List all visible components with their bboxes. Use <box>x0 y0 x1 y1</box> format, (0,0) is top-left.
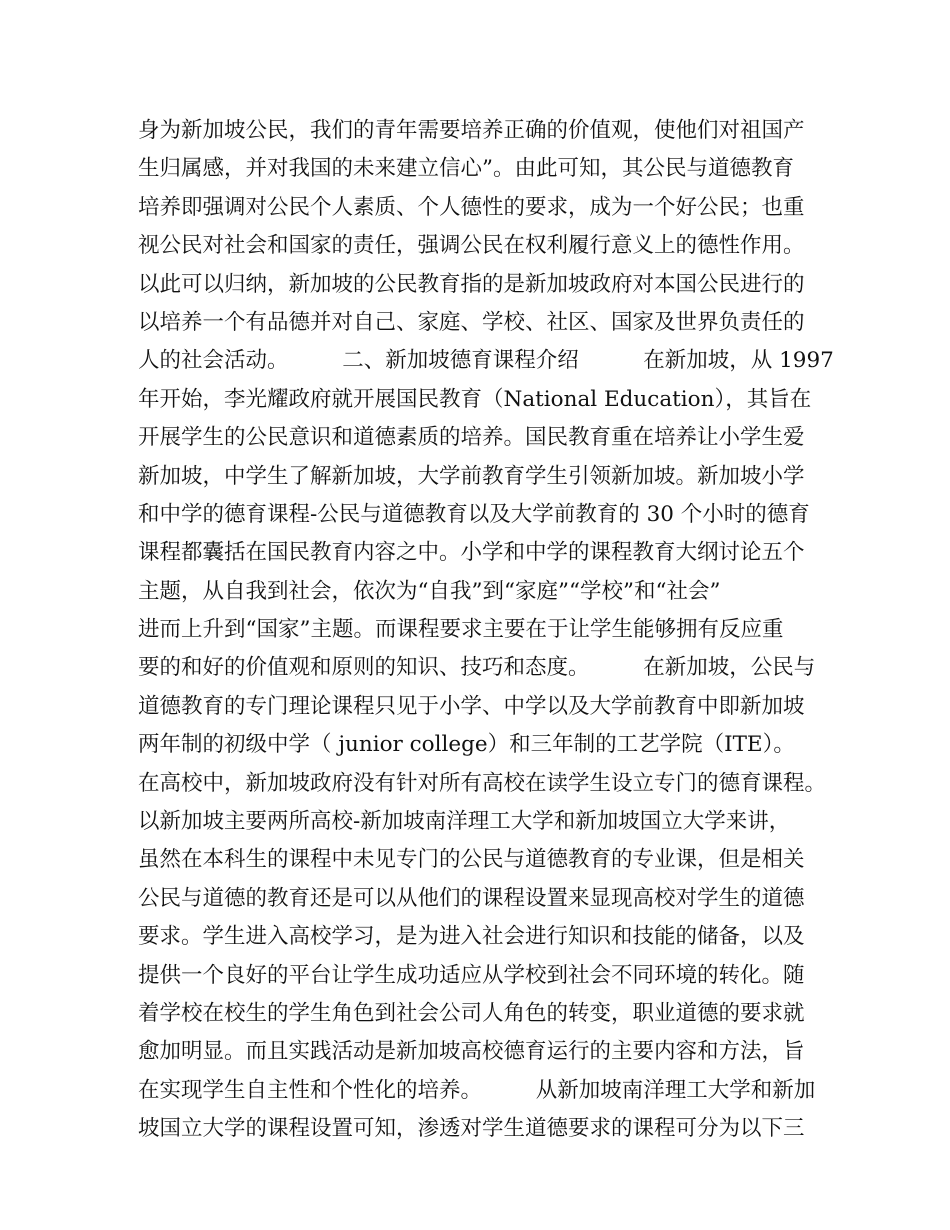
text-line: 要求。学生进入高校学习，是为进入社会进行知识和技能的储备，以及 <box>138 924 805 950</box>
text-line: 生归属感，并对我国的未来建立信心”。由此可知，其公民与道德教育 <box>138 156 794 182</box>
text-line: 以培养一个有品德并对自己、家庭、学校、社区、国家及世界负责任的 <box>138 309 805 335</box>
text-line: 愈加明显。而且实践活动是新加坡高校德育运行的主要内容和方法，旨 <box>138 1039 805 1065</box>
text-line: 以新加坡主要两所高校-新加坡南洋理工大学和新加坡国立大学来讲， <box>138 809 791 835</box>
text-line: 人的社会活动。 二、新加坡德育课程介绍 在新加坡，从 1997 <box>138 348 834 374</box>
text-line: 课程都囊括在国民教育内容之中。小学和中学的课程教育大纲讨论五个 <box>138 540 805 566</box>
text-line: 身为新加坡公民，我们的青年需要培养正确的价值观，使他们对祖国产 <box>138 118 805 143</box>
text-line: 年开始，李光耀政府就开展国民教育（National Education），其旨在 <box>138 386 812 412</box>
text-line: 道德教育的专门理论课程只见于小学、中学以及大学前教育中即新加坡 <box>138 693 805 719</box>
text-line: 在高校中，新加坡政府没有针对所有高校在读学生设立专门的德育课程。 <box>138 770 827 796</box>
text-line: 坡国立大学的课程设置可知，渗透对学生道德要求的课程可分为以下三 <box>138 1116 805 1142</box>
text-line: 着学校在校生的学生角色到社会公司人角色的转变，职业道德的要求就 <box>138 1000 805 1026</box>
text-line: 开展学生的公民意识和道德素质的培养。国民教育重在培养让小学生爱 <box>138 425 805 451</box>
text-line: 新加坡，中学生了解新加坡，大学前教育学生引领新加坡。新加坡小学 <box>138 463 805 489</box>
text-line: 要的和好的价值观和原则的知识、技巧和态度。 在新加坡，公民与 <box>138 655 816 681</box>
text-line: 在实现学生自主性和个性化的培养。 从新加坡南洋理工大学和新加 <box>138 1077 816 1103</box>
text-line: 进而上升到“国家”主题。而课程要求主要在于让学生能够拥有反应重 <box>138 617 784 643</box>
body-text <box>138 112 858 1149</box>
text-line: 和中学的德育课程-公民与道德教育以及大学前教育的 30 个小时的德育 <box>138 501 810 527</box>
text-line: 虽然在本科生的课程中未见专门的公民与道德教育的专业课，但是相关 <box>138 847 805 873</box>
text-line: 两年制的初级中学（ junior college）和三年制的工艺学院（ITE）。 <box>138 732 795 758</box>
text-line: 公民与道德的教育还是可以从他们的课程设置来显现高校对学生的道德 <box>138 885 805 911</box>
text-line: 提供一个良好的平台让学生成功适应从学校到社会不同环境的转化。随 <box>138 962 805 988</box>
text-line: 培养即强调对公民个人素质、个人德性的要求，成为一个好公民；也重 <box>138 194 805 220</box>
text-line: 视公民对社会和国家的责任，强调公民在权利履行意义上的德性作用。 <box>138 233 805 259</box>
text-line: 以此可以归纳，新加坡的公民教育指的是新加坡政府对本国公民进行的 <box>138 271 805 297</box>
text-line: 主题，从自我到社会，依次为“自我”到“家庭”“学校”和“社会” <box>138 578 721 604</box>
